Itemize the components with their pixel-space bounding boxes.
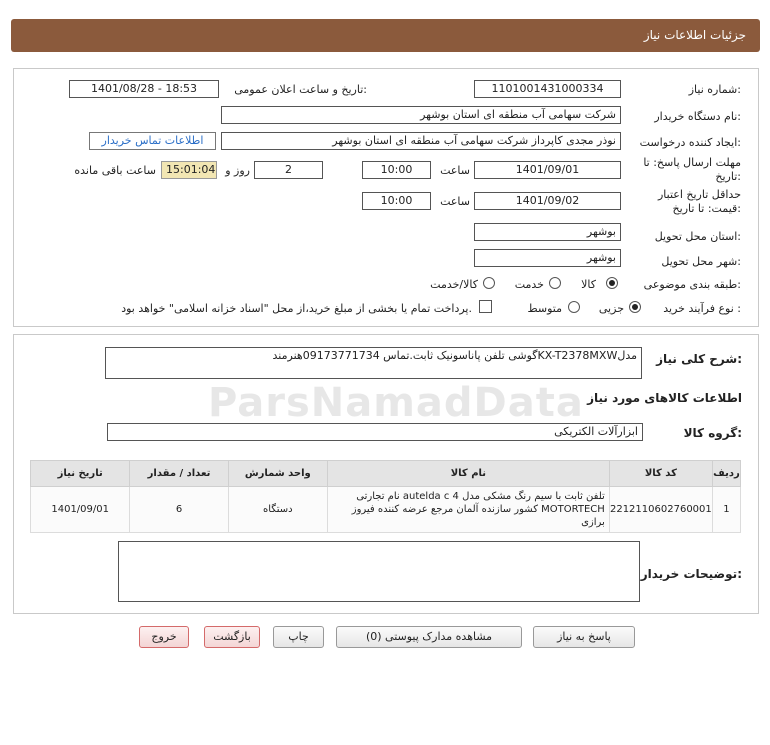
goods-table [30,460,741,533]
buyer-org-label: نام دستگاه خریدار: [654,110,741,123]
purchase-minor-label: جزیی [598,302,624,315]
need-number-field: 1101001431000334 [474,80,621,98]
buyer-notes-field [118,541,640,602]
treasury-note: پرداخت تمام یا بخشی از مبلغ خرید،از محل "اسناد خزانه اسلامی" خواهد بود. [121,302,472,315]
purchase-type-label: نوع فرآیند خرید : [663,302,741,315]
days-label: روز و [225,164,250,177]
subject-category-label: طبقه بندی موضوعی: [643,278,741,291]
price-validity-label: حداقل تاریخ اعتبار [657,188,741,201]
validity-date-field: 1401/09/02 [474,192,621,210]
goods-info-heading: اطلاعات کالاهای مورد نیاز [587,391,742,405]
item-code: 2212110602760001 [609,487,712,533]
requester-field: نوذر مجدی کاپرداز شرکت سهامی آب منطقه ای استان بوشهر [221,132,621,150]
buyer-notes-label: توضیحات خریدار: [640,567,742,581]
purchase-medium-radio[interactable] [568,301,580,313]
attachments-button[interactable]: مشاهده مدارک پیوستی (0) [336,626,522,648]
reply-time-field: 10:00 [362,161,431,179]
print-button[interactable]: چاپ [273,626,324,648]
category-service-radio[interactable] [549,277,561,289]
overall-desc-field: گوشی تلفن پاناسونیک ثابت.تماس 09173771734هنرمندKX-T2378MXWمدل [105,347,642,379]
item-name: تلفن ثابت با سیم رنگ مشکی مدل autelda c 4 نام تجارتی MOTORTECH کشور سازنده آلمان مرجع عرضه کننده فیروز برازی [327,487,609,533]
col-row: ردیف [712,461,740,487]
category-goods-service-label: کالا/خدمت [430,278,478,291]
reply-deadline-label: مهلت ارسال پاسخ: تا [643,156,741,169]
delivery-city-label: شهر محل تحویل: [661,255,741,268]
col-date: تاریخ نیاز [31,461,130,487]
col-qty: تعداد / مقدار [130,461,228,487]
purchase-minor-radio[interactable] [629,301,641,313]
reply-time-label: ساعت [440,164,470,177]
validity-time-field: 10:00 [362,192,431,210]
requester-label: ایجاد کننده درخواست: [639,136,741,149]
back-button[interactable]: بازگشت [204,626,260,648]
province-field: بوشهر [474,223,621,241]
category-goods-label: کالا [581,278,596,291]
category-goods-radio[interactable] [606,277,618,289]
buyer-contact-link[interactable]: اطلاعات تماس خریدار [89,132,216,150]
col-unit: واحد شمارش [228,461,327,487]
reply-date-field: 1401/09/01 [474,161,621,179]
goods-group-label: گروه کالا: [683,426,742,440]
item-date: 1401/09/01 [31,487,130,533]
col-code: کد کالا [609,461,712,487]
goods-group-field: ابزارآلات الکتریکی [107,423,643,441]
buyer-org-field: شرکت سهامی آب منطقه ای استان بوشهر [221,106,621,124]
reply-button[interactable]: پاسخ به نیاز [533,626,635,648]
exit-button[interactable]: خروج [139,626,189,648]
need-number-label: شماره نیاز: [688,83,741,96]
validity-time-label: ساعت [440,195,470,208]
table-row [31,487,741,533]
announce-datetime-label: تاریخ و ساعت اعلان عمومی: [234,83,367,96]
overall-desc-label: شرح کلی نیاز: [656,352,742,366]
days-left-field: 2 [254,161,323,179]
item-qty: 6 [130,487,228,533]
announce-datetime-field: 1401/08/28 - 18:53 [69,80,219,98]
col-name: نام کالا [327,461,609,487]
city-field: بوشهر [474,249,621,267]
category-goods-service-radio[interactable] [483,277,495,289]
purchase-medium-label: متوسط [527,302,562,315]
page-header [11,19,760,52]
reply-deadline-label-2: تاریخ: [715,170,741,183]
page-title: جزئیات اطلاعات نیاز [643,28,746,42]
time-remaining-label: ساعت باقی مانده [74,164,156,177]
delivery-province-label: استان محل تحویل: [654,230,741,243]
category-service-label: خدمت [514,278,544,291]
time-left-field: 15:01:04 [161,161,217,179]
row-number: 1 [712,487,740,533]
goods-table-header [31,461,741,487]
item-unit: دستگاه [228,487,327,533]
price-validity-label-2: قیمت: تا تاریخ: [672,202,741,215]
treasury-checkbox[interactable] [479,300,492,313]
